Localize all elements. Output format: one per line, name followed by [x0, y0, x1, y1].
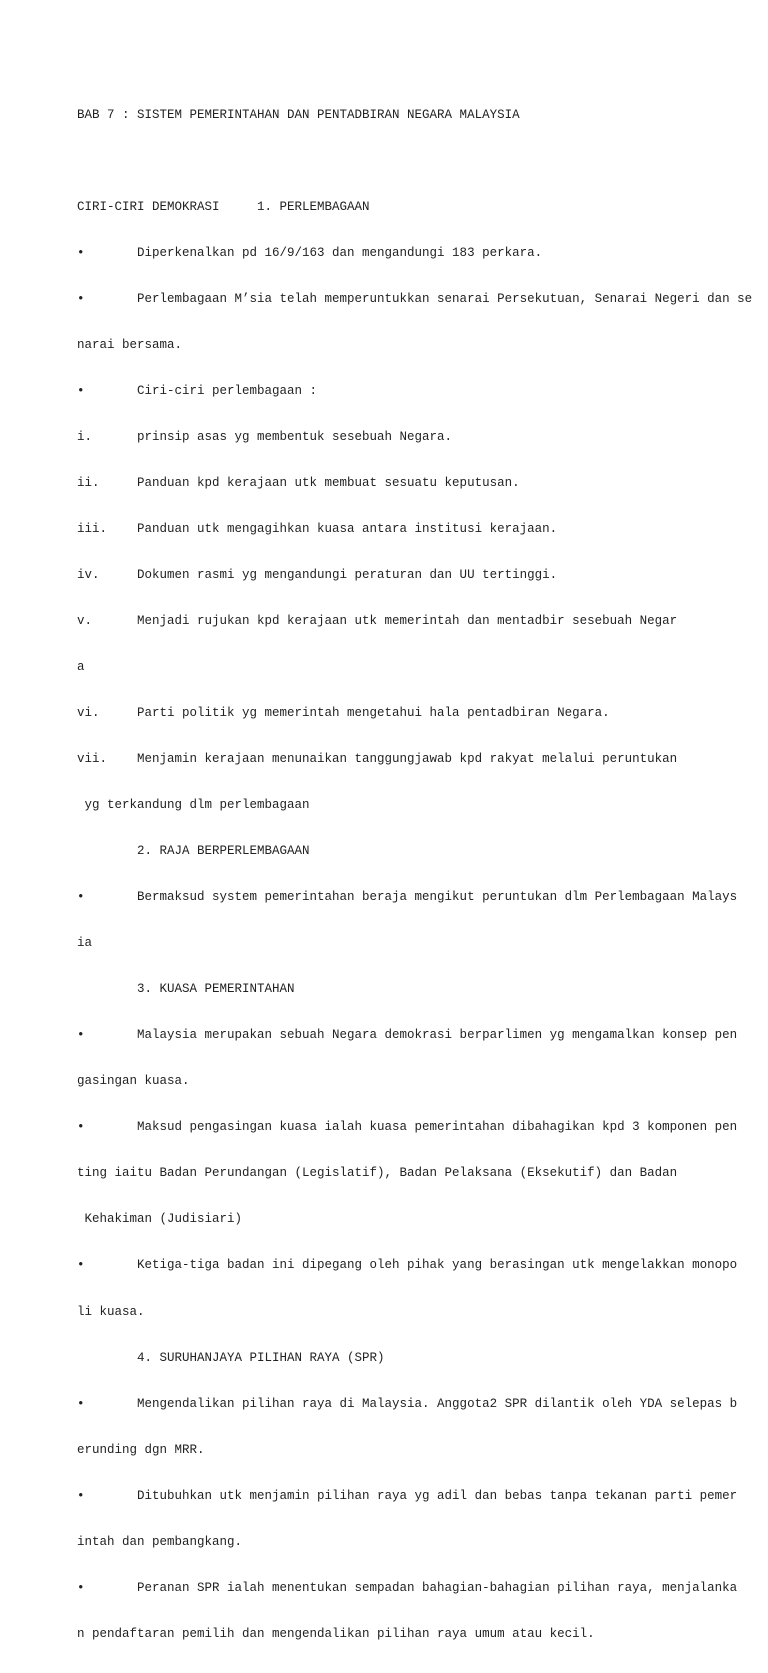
text-line: • Ditubuhkan utk menjamin pilihan raya yg adil dan bebas tanpa tekanan parti pemer	[77, 1488, 738, 1503]
text-line: • Peranan SPR ialah menentukan sempadan bahagian-bahagian pilihan raya, menjalanka	[77, 1580, 738, 1595]
text-line: • Perlembagaan M’sia telah memperuntukkan senarai Persekutuan, Senarai Negeri dan se	[77, 291, 753, 306]
text-line: n pendaftaran pemilih dan mengendalikan pilihan raya umum atau kecil.	[77, 1626, 595, 1641]
section-heading: 2. RAJA BERPERLEMBAGAAN	[77, 844, 310, 859]
text-line: • Mengendalikan pilihan raya di Malaysia. Anggota2 SPR dilantik oleh YDA selepas b	[77, 1396, 738, 1411]
text-line: • Malaysia merupakan sebuah Negara demokrasi berparlimen yg mengamalkan konsep pen	[77, 1028, 738, 1043]
text-line: iv. Dokumen rasmi yg mengandungi peraturan dan UU tertinggi.	[77, 568, 558, 582]
section-heading: 4. SURUHANJAYA PILIHAN RAYA (SPR)	[77, 1350, 385, 1365]
text-line: ia	[77, 936, 93, 951]
text-line: ting iaitu Badan Perundangan (Legislatif), Badan Pelaksana (Eksekutif) dan Badan	[77, 1166, 678, 1181]
text-line: yg terkandung dlm perlembagaan	[77, 798, 310, 813]
text-line: narai bersama.	[77, 337, 183, 352]
blank-line	[77, 154, 767, 169]
text-line: ii. Panduan kpd kerajaan utk membuat sesuatu keputusan.	[77, 475, 520, 490]
text-line: vii. Menjamin kerajaan menunaikan tanggungjawab kpd rakyat melalui peruntukan	[77, 752, 678, 767]
text-line: • Ciri-ciri perlembagaan :	[77, 383, 318, 398]
section-heading: CIRI-CIRI DEMOKRASI 1. PERLEMBAGAAN	[77, 199, 370, 214]
document-body	[77, 77, 767, 1673]
text-line: gasingan kuasa.	[77, 1074, 190, 1089]
text-line: v. Menjadi rujukan kpd kerajaan utk memerintah dan mentadbir sesebuah Negar	[77, 614, 678, 629]
text-line: • Bermaksud system pemerintahan beraja mengikut peruntukan dlm Perlembagaan Malays	[77, 890, 738, 905]
text-line: Kehakiman (Judisiari)	[77, 1212, 243, 1227]
text-line: • Diperkenalkan pd 16/9/163 dan mengandungi 183 perkara.	[77, 245, 543, 260]
text-line: vi. Parti politik yg memerintah mengetahui hala pentadbiran Negara.	[77, 706, 610, 721]
text-line: i. prinsip asas yg membentuk sesebuah Negara.	[77, 429, 453, 444]
text-line: li kuasa.	[77, 1304, 145, 1319]
text-line: a	[77, 660, 85, 675]
text-line: • Ketiga-tiga badan ini dipegang oleh pihak yang berasingan utk mengelakkan monopo	[77, 1258, 738, 1273]
text-line: iii. Panduan utk mengagihkan kuasa antara institusi kerajaan.	[77, 521, 558, 536]
text-line: • Maksud pengasingan kuasa ialah kuasa pemerintahan dibahagikan kpd 3 komponen pen	[77, 1120, 738, 1135]
text-line: intah dan pembangkang.	[77, 1534, 243, 1549]
section-heading: 3. KUASA PEMERINTAHAN	[77, 982, 295, 997]
chapter-title: BAB 7 : SISTEM PEMERINTAHAN DAN PENTADBIRAN NEGARA MALAYSIA	[77, 107, 520, 122]
text-line: erunding dgn MRR.	[77, 1442, 205, 1457]
